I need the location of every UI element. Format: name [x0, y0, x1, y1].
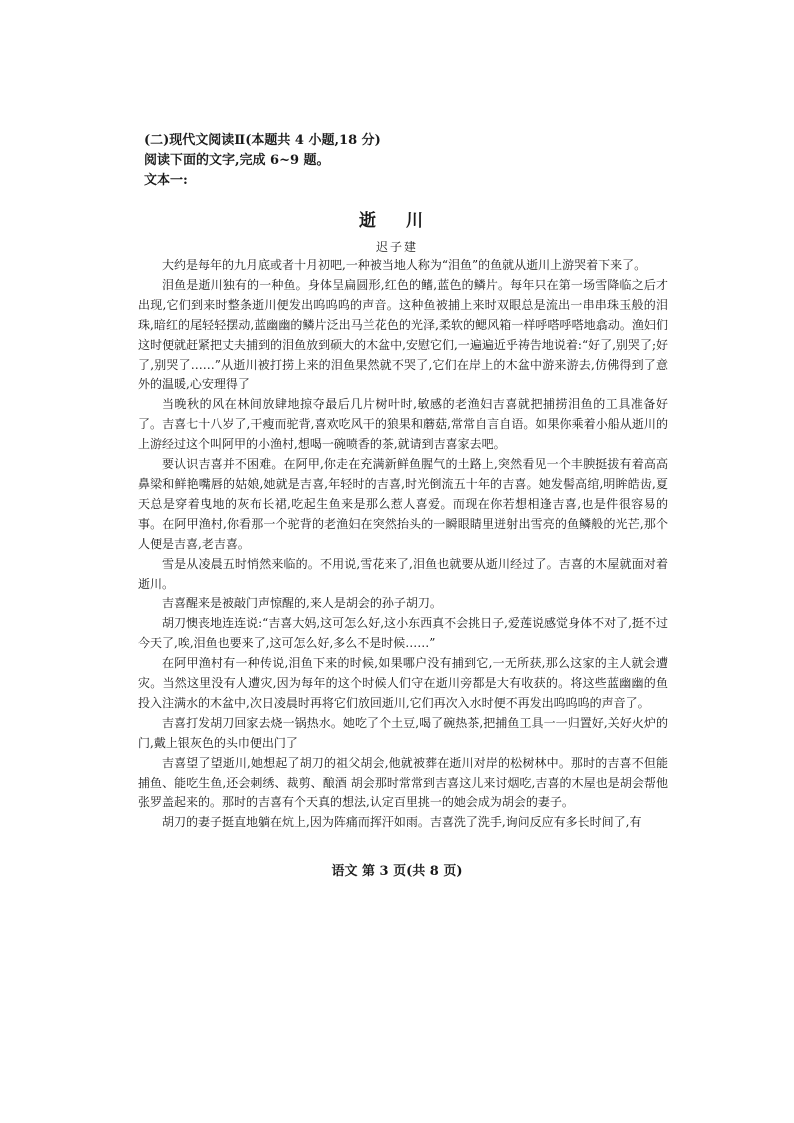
- paragraph: 胡刀懊丧地连连说:“吉喜大妈,这可怎么好,这小东西真不会挑日子,爱莲说感觉身体不对了,挺不过今天了,唉,泪鱼也要来了,这可怎么好,多么不是时候……”: [138, 616, 668, 651]
- paragraph: 吉喜打发胡刀回家去烧一锅热水。她吃了个土豆,喝了碗热茶,把捕鱼工具一一归置好,关好火炉的门,戴上银灰色的头巾便出门了: [138, 715, 668, 750]
- paragraph: 泪鱼是逝川独有的一种鱼。身体呈扁圆形,红色的鳍,蓝色的鳞片。每年只在第一场雪降临之后才出现,它们到来时整条逝川便发出呜呜呜的声音。这种鱼被捕上来时双眼总是流出一串串珠玉般的泪珠,暗红的尾轻轻摆动,蓝幽幽的鳞片泛出马兰花色的光泽,柔软的鳃风箱一样呼嗒呼嗒地翕动。渔妇们这时便就赶紧把丈夫捕到的泪鱼放到硕大的木盆中,安慰它们,一遍遍近乎祷告地说着:“好了,别哭了;好了,别哭了……”从逝川被打捞上来的泪鱼果然就不哭了,它们在岸上的木盆中游来游去,仿佛得到了意外的温暖,心安理得了: [138, 277, 668, 392]
- paragraph: 吉喜醒来是被敲门声惊醒的,来人是胡会的孙子胡刀。: [162, 596, 442, 611]
- text-label: 文本一:: [144, 173, 188, 188]
- article-body: [138, 256, 668, 833]
- paragraph: 在阿甲渔村有一种传说,泪鱼下来的时候,如果哪户没有捕到它,一无所获,那么这家的主人就会遭灾。当然这里没有人遭灾,因为每年的这个时候人们守在逝川旁都是大有收获的。将这些蓝幽幽的鱼投入注满水的木盆中,次日凌晨时再将它们放回逝川,它们再次入水时便不再发出呜呜呜的声音了。: [138, 656, 668, 710]
- paragraph: 大约是每年的九月底或者十月初吧,一种被当地人称为“泪鱼”的鱼就从逝川上游哭着下来了。: [162, 258, 647, 272]
- section-heading: (二)现代文阅读Ⅱ(本题共 4 小题,18 分): [144, 133, 381, 148]
- paragraph: 雪是从凌晨五时悄然来临的。不用说,雪花来了,泪鱼也就要从逝川经过了。吉喜的木屋就面对着逝川。: [138, 556, 668, 591]
- page-footer: 语文 第 3 页(共 8 页): [331, 864, 463, 879]
- paragraph: 当晚秋的风在林间放肆地掠夺最后几片树叶时,敏感的老渔妇吉喜就把捕捞泪鱼的工具准备好了。吉喜七十八岁了,干瘦而驼背,喜欢吃风干的狼果和蘑菇,常常自言自语。如果你乘着小船从逝川的上游经过这个叫阿甲的小渔村,想喝一碗喷香的茶,就请到吉喜家去吧。: [138, 397, 668, 452]
- paragraph: 胡刀的妻子挺直地躺在炕上,因为阵痛而挥汗如雨。吉喜洗了洗手,询问反应有多长时间了,有: [162, 815, 642, 830]
- paragraph: 吉喜望了望逝川,她想起了胡刀的祖父胡会,他就被葬在逝川对岸的松树林中。那时的吉喜不但能捕鱼、能吃生鱼,还会刺绣、裁剪、酿酒 胡会那时常常到吉喜这儿来讨烟吃,吉喜的木屋也是胡会帮他张罗盖起来的。那时的吉喜有个天真的想法,认定百里挑一的她会成为胡会的妻子。: [138, 755, 668, 810]
- article-title: 逝 川: [359, 211, 435, 231]
- article-author: 迟子建: [375, 240, 418, 254]
- reading-instruction: 阅读下面的文字,完成 6~9 题。: [144, 153, 330, 168]
- paragraph: 要认识吉喜并不困难。在阿甲,你走在充满新鲜鱼腥气的土路上,突然看见一个丰腴挺拔有着高高鼻梁和鲜艳嘴唇的姑娘,她就是吉喜,年轻时的吉喜,时光倒流五十年的吉喜。她发髻高绾,明眸皓齿,夏天总是穿着曳地的灰布长裙,吃起生鱼来是那么惹人喜爱。而现在你若想相逢吉喜,也是件很容易的事。在阿甲渔村,你看那一个驼背的老渔妇在突然抬头的一瞬眼睛里迸射出雪亮的鱼鳞般的光芒,那个人便是吉喜,老吉喜。: [138, 457, 668, 551]
